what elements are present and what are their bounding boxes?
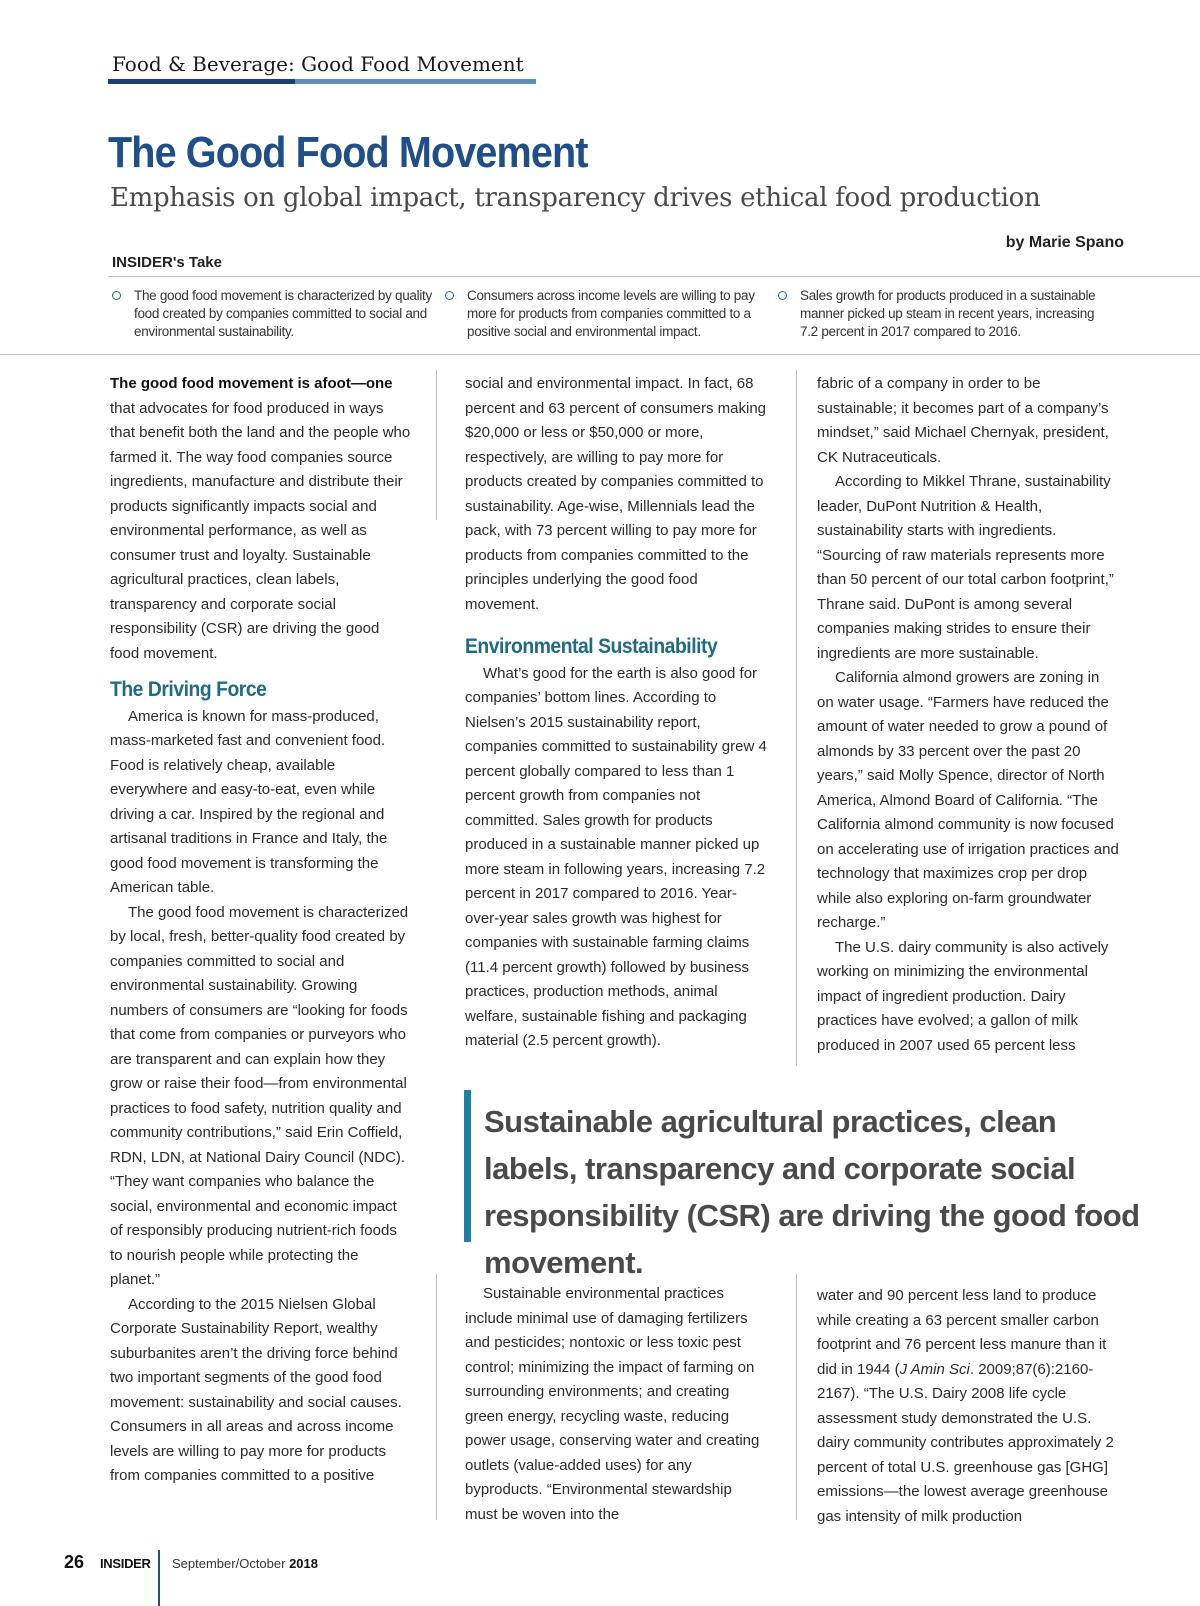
lead-in: The good food movement is afoot—one bbox=[110, 375, 393, 392]
divider bbox=[0, 354, 1200, 355]
section-label: Food & Beverage: Good Food Movement bbox=[112, 52, 524, 76]
takeaway-item bbox=[445, 287, 767, 341]
article-column-3 bbox=[817, 372, 1119, 1058]
page-number: 26 bbox=[64, 1552, 85, 1572]
paragraph: According to the 2015 Nielsen Global Corporate Sustainability Report, wealthy suburbanites aren’t the driving force behind two important segments of the good food movement: sustainability and social causes. Consumers in all areas and across income levels are willing to pay more for products from companies committed to a positive bbox=[110, 1295, 402, 1484]
circle-bullet-icon bbox=[778, 291, 787, 300]
column-divider bbox=[436, 370, 437, 520]
paragraph: Sustainable environmental practices include minimal use of damaging fertilizers and pesticides; nontoxic or less toxic pest control; minimizing the impact of farming on surrounding environments; and creating green energy, recycling waste, reducing power usage, conserving water and creating outlets (value-added uses) for any byproducts. “Environmental stewardship must be woven into the bbox=[465, 1285, 760, 1523]
takeaway-text: Sales growth for products produced in a sustainable manner picked up steam in recent years, increasing 7.2 percent in 2017 compared to 2016. bbox=[800, 288, 1096, 339]
article-column-2 bbox=[465, 372, 767, 1054]
paragraph: California almond growers are zoning in on water usage. “Farmers have reduced the amount of water needed to grow a pound of almonds by 33 percent over the past 20 years,” said Molly Spence, director of North America, Almond Board of California. “The California almond community is now focused on accelerating use of irrigation practices and technology that maximizes crop per drop while also exploring on-farm groundwater recharge.” bbox=[817, 669, 1119, 931]
article-headline: The Good Food Movement bbox=[108, 128, 588, 177]
paragraph: America is known for mass-produced, mass-marketed fast and convenient food. Food is relatively cheap, available everywhere and easy-to-eat, even while driving a car. Inspired by the regional and artisanal traditions in France and Italy, the good food movement is transforming the American table. bbox=[110, 707, 388, 896]
takeaway-item bbox=[112, 287, 434, 341]
article-column-3-continued bbox=[817, 1284, 1119, 1529]
intro-paragraph: The good food movement is afoot—one that advocates for food produced in ways that benefit both the land and the people who farmed it. The way food companies source ingredients, manufacture and distribute their products significantly impacts social and environmental performance, as well as consumer trust and loyalty. Sustainable agricultural practices, clean labels, transparency and corporate social responsibility (CSR) are driving the good food movement. bbox=[110, 375, 411, 662]
takeaway-item bbox=[778, 287, 1100, 341]
paragraph: The good food movement is characterized by local, fresh, better-quality food created by companies committed to social and environmental sustainability. Growing numbers of consumers are “looking for foods that come from companies or purveyors who are transparent and can explain how they grow or raise their food—from environmental practices to food safety, nutrition quality and community contributions,” said Erin Coffield, RDN, LDN, at National Dairy Council (NDC). “They want companies who balance the social, environmental and economic impact of responsibly producing nutrient-rich foods to nourish people while protecting the planet.” bbox=[110, 903, 409, 1288]
paragraph: What’s good for the earth is also good for companies’ bottom lines. According to Nielsen’s 2015 sustainability report, companies committed to sustainability grew 4 percent globally compared to less than 1 percent growth from companies not committed. Sales growth for products produced in a sustainable manner picked up more steam in following years, increasing 7.2 percent in 2017 compared to 2016. Year-over-year sales growth was highest for companies with sustainable farming claims (11.4 percent growth) followed by business practices, production methods, animal welfare, sustainable fishing and packaging material (2.5 percent growth). bbox=[465, 664, 767, 1049]
journal-name: J Amin Sci bbox=[899, 1360, 970, 1378]
takeaway-text: Consumers across income levels are willing to pay more for products from companies committed to a positive social and environmental impact. bbox=[467, 288, 755, 339]
article-deck: Emphasis on global impact, transparency drives ethical food production bbox=[110, 183, 1041, 213]
article-column-1 bbox=[110, 372, 412, 1489]
paragraph: fabric of a company in order to be sustainable; it becomes part of a company’s mindset,” said Michael Chernyak, president, CK Nutraceuticals. bbox=[817, 375, 1109, 466]
divider bbox=[108, 276, 1200, 277]
column-divider bbox=[796, 370, 797, 1066]
footer-divider bbox=[158, 1550, 160, 1606]
subhead-environmental-sustainability: Environmental Sustainability bbox=[465, 635, 718, 658]
issue-date: September/October 2018 bbox=[172, 1556, 318, 1571]
magazine-name: INSIDER bbox=[100, 1556, 151, 1571]
paragraph: water and 90 percent less land to produce while creating a 63 percent smaller carbon footprint and 76 percent less manure than it did in 1944 (J Amin Sci. 2009;87(6):2160-2167). “The U.S. Dairy 2008 life cycle assessment study demonstrated the U.S. dairy community contributes approximately 2 percent of total U.S. greenhouse gas [GHG] emissions—the lowest average greenhouse gas intensity of milk production bbox=[817, 1287, 1114, 1525]
takeaway-text: The good food movement is characterized by quality food created by companies committed to social and environmental sustainability. bbox=[134, 288, 432, 339]
byline: by Marie Spano bbox=[1005, 234, 1124, 251]
paragraph: social and environmental impact. In fact, 68 percent and 63 percent of consumers making $20,000 or less or $50,000 or more, respectively, are willing to pay more for products created by companies committed to sustainability. Age-wise, Millennials lead the pack, with 73 percent willing to pay more for products from companies committed to the principles underlying the good food movement. bbox=[465, 375, 767, 613]
insiders-take-title: INSIDER's Take bbox=[112, 254, 222, 271]
paragraph: According to Mikkel Thrane, sustainability leader, DuPont Nutrition & Health, sustainability starts with ingredients. “Sourcing of raw materials represents more than 50 percent of our total carbon footprint,” Thrane said. DuPont is among several companies making strides to ensure their ingredients are more sustainable. bbox=[817, 473, 1114, 662]
pull-quote-bar bbox=[464, 1090, 471, 1242]
pull-quote: Sustainable agricultural practices, clean labels, transparency and corporate social responsibility (CSR) are driving the good food movement. bbox=[484, 1104, 1140, 1280]
article-column-2-continued bbox=[465, 1282, 767, 1527]
paragraph: The U.S. dairy community is also actively working on minimizing the environmental impact of ingredient production. Dairy practices have evolved; a gallon of milk produced in 2007 used 65 percent less bbox=[817, 938, 1109, 1054]
column-divider bbox=[796, 1274, 797, 1520]
column-divider bbox=[436, 1274, 437, 1520]
subhead-driving-force: The Driving Force bbox=[110, 678, 267, 701]
circle-bullet-icon bbox=[112, 291, 121, 300]
circle-bullet-icon bbox=[445, 291, 454, 300]
section-label-rule bbox=[108, 79, 536, 84]
